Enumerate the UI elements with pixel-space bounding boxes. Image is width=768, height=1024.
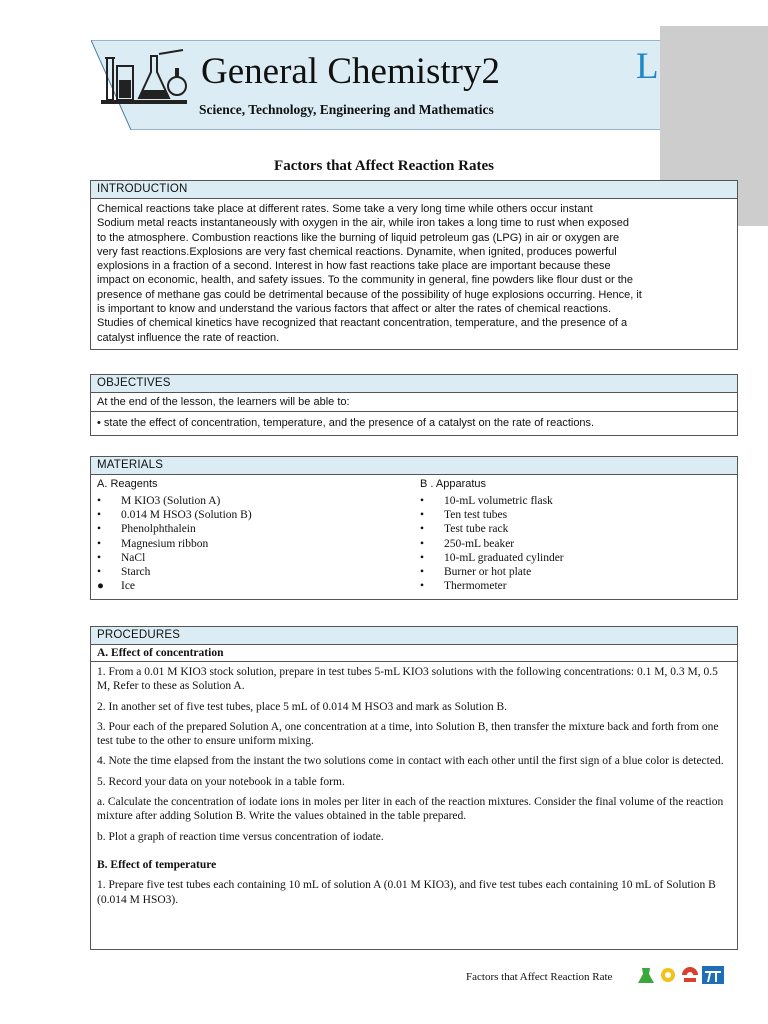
procedures-heading: PROCEDURES [91,627,737,645]
materials-columns [91,475,737,599]
intro-line: Studies of chemical kinetics have recognized that reactant concentration, temperature, and the presence of a [97,317,628,330]
document-title: Factors that Affect Reaction Rates [274,158,494,174]
objectives-heading: OBJECTIVES [91,375,737,393]
procedure-step: 3. Pour each of the prepared Solution A, one concentration at a time, into Solution B, then transfer the mixture back and forth from one test tube to the other to ensure uniform mixing. [97,720,719,748]
course-title: General Chemistry2 [201,51,500,92]
intro-line: to the atmosphere. Combustion reactions like the burning of liquid petroleum gas (LPG) in air or oxygen are [97,231,620,244]
list-item: • Magnesium ribbon [97,537,209,550]
procedures-section [90,626,738,950]
intro-line: Chemical reactions take place at different rates. Some take a very long time while others occur instant [97,203,593,215]
list-item: • 0.014 M HSO3 (Solution B) [97,509,252,522]
objectives-section [90,374,738,436]
intro-line: Sodium metal reacts instantaneously with oxygen in the air, while iron takes a long time to rust when exposed [97,217,629,230]
apparatus-column [414,475,737,599]
objectives-intro: At the end of the lesson, the learners will be able to: [97,396,350,408]
procedure-step: b. Plot a graph of reaction time versus concentration of iodate. [97,830,384,843]
intro-line: presence of methane gas could be detrimental because of the possibility of huge explosions occurring. Hence, it [97,288,642,301]
procedure-a-heading: A. Effect of concentration [91,645,737,662]
list-item: • Burner or hot plate [420,566,532,579]
intro-line: catalyst influence the rate of reaction. [97,331,280,344]
list-item: • Thermometer [420,580,507,593]
list-item: • NaCl [97,551,146,564]
engineering-icon [680,966,700,984]
list-item: ● Ice [97,580,136,593]
list-item: • Starch [97,566,151,579]
lesson-letter: L [636,46,659,87]
procedure-b-heading: B. Effect of temperature [97,858,217,871]
reagents-list [97,494,408,593]
document-header [91,40,691,130]
intro-line: impact on economic, health, and safety issues. To the community in general, fine powders like flour dust or the [97,274,634,287]
apparatus-list [420,494,731,593]
technology-icon [658,966,678,984]
intro-line: is important to know and understand the various factors that affect or alter the rates of chemical reactions. [97,303,612,316]
intro-line: very fast reactions.Explosions are very fast chemical reactions. Dynamite, when ignited, produces powerful [97,245,617,258]
apparatus-heading: B . Apparatus [420,478,487,490]
procedure-step: 2. In another set of five test tubes, place 5 mL of 0.014 M HSO3 and mark as Solution B. [97,700,507,713]
materials-heading: MATERIALS [91,457,737,475]
procedure-step: 1. From a 0.01 M KIO3 stock solution, prepare in test tubes 5-mL KIO3 solutions with the following concentrations: 0.1 M, 0.3 M, 0.5 M, Refer to these as Solution A. [97,666,718,693]
footer-text: Factors that Affect Reaction Rate [466,971,613,983]
list-item: • 10-mL graduated cylinder [420,551,564,564]
list-item: • 10-mL volumetric flask [420,495,553,507]
lab-glassware-icon [99,48,189,108]
course-subtitle: Science, Technology, Engineering and Mathematics [199,102,494,117]
materials-section [90,456,738,600]
list-item: • M KIO3 (Solution A) [97,495,221,507]
stem-icons [634,964,726,986]
procedure-step: 4. Note the time elapsed from the instant the two solutions come in contact with each other until the first sign of a blue color is detected. [97,755,724,768]
reagents-column [91,475,414,599]
list-item: • Test tube rack [420,523,509,536]
procedure-step: 5. Record your data on your notebook in a table form. [97,775,345,788]
objective-item: • state the effect of concentration, temperature, and the presence of a catalyst on the rate of reactions. [91,411,737,435]
procedure-step: 1. Prepare five test tubes each containing 10 mL of solution A (0.01 M KIO3), and five test tubes each containing 10 mL of Solution B (0.014 M HSO3). [97,879,716,906]
procedure-step: a. Calculate the concentration of iodate ions in moles per liter in each of the reaction mixtures. Consider the final volume of the reaction mixture after adding Solution B. Write the values obtained in the table prepared. [97,796,724,823]
introduction-section [90,180,738,350]
introduction-body [91,199,737,349]
procedures-body [91,662,737,916]
list-item: • 250-mL beaker [420,537,515,550]
introduction-heading: INTRODUCTION [91,181,737,199]
math-pi-icon [702,966,724,984]
list-item: • Phenolphthalein [97,523,196,536]
list-item: • Ten test tubes [420,509,508,522]
reagents-heading: A. Reagents [97,478,158,490]
intro-line: explosions in a fraction of a second. Interest in how fast reactions take place are important because these [97,260,611,273]
science-icon [636,966,656,984]
